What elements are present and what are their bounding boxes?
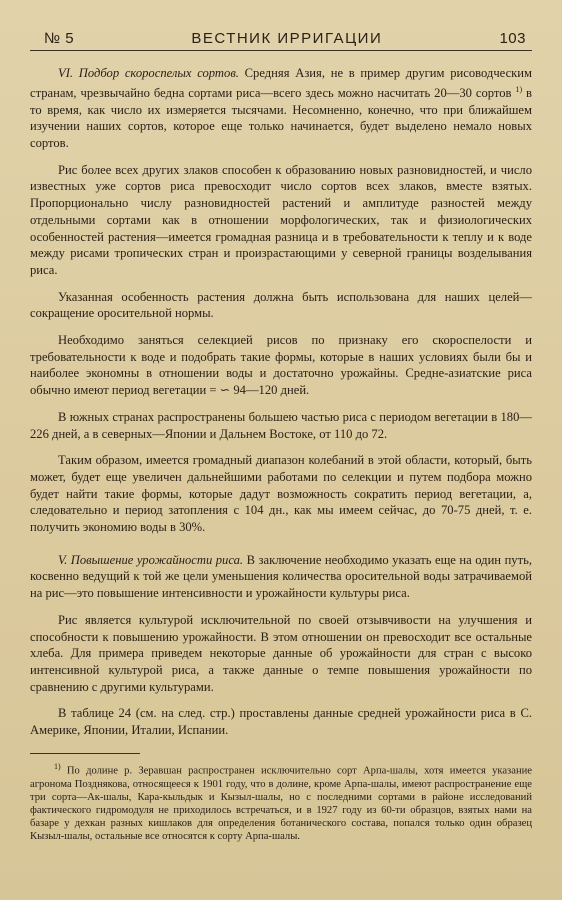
section-heading: VI. Подбор скороспелых сортов. bbox=[58, 66, 239, 80]
paragraph: В таблице 24 (см. на след. стр.) проставлены данные средней урожайности риса в С. Америке, Японии, Италии, Испании. bbox=[30, 706, 532, 738]
paragraph: Рис является культурой исключительной по своей отзывчивости на улучшения и способности к повышению урожайности. В этом отношении он превосходит все остальные хлеба. Для примера приведем некоторые данные об урожайности для стран с высоко интенсивной культурой риса, а также данные о темпе повышения урожайности по сравнению с другими культурами. bbox=[30, 612, 532, 694]
section-heading: V. Повышение урожайности риса. bbox=[58, 552, 244, 567]
body-text bbox=[30, 65, 532, 739]
paragraph: Таким образом, имеется громадный диапазон колебаний в этой области, который, быть может, будет еще увеличен дальнейшими работами по селекции и путем подбора можно будет найти такие формы, которые дадут возможность сократить период вегетации, а, следовательно и период затопления с 104 дн., как мы имеем сейчас, до 70-75 дней, т. е. получить экономию воды в 30%. bbox=[30, 453, 532, 535]
footnote-ref: 1) bbox=[515, 84, 523, 94]
journal-title: ВЕСТНИК ИРРИГАЦИИ bbox=[191, 30, 383, 47]
paragraph: Указанная особенность растения должна быть использована для наших целей—сокращение оросительной нормы. bbox=[30, 289, 532, 321]
footnote-mark: 1) bbox=[54, 761, 61, 771]
paragraph: В южных странах распространены большею частью риса с периодом вегетации в 180—226 дней, а в северных—Японии и Дальнем Востоке, от 110 до 72. bbox=[30, 409, 532, 441]
paragraph: VI. Подбор скороспелых сортов. Средняя Азия, не в пример другим рисоводческим странам, чрезвычайно бедна сортами риса—всего здесь можно насчитать 20—30 сортов $^{1)}$ в то время, как число их измеряется тысячами. Несомненно, конечно, что при ближайшем изучении наших сортов, которое еще только начинается, будет выделено немало новых сортов. bbox=[30, 66, 532, 150]
page-number: 103 bbox=[499, 30, 526, 47]
footnote: $^{1)}$ По долине р. Зеравшан распространен исключительно сорт Арпа-шалы, хотя имеется указание агронома Позднякова, относящееся к 1901 году, что в долине, кроме Арпа-шалы, имеют распространение еще три сорта—Ак-шалы, Кара-кыльдык и Кызыл-шалы, но с последними сортами в районе исследований фактического гидромодуля не приходилось встречаться, и в 1927 году из 60-ти образцов, взятых нами на базаре у дехкан разных кишлаков для определения ботанического состава, попался только один образец Кызыл-шалы, остальные все относятся к сорту Арпа-шалы. bbox=[30, 761, 532, 843]
footnote-divider bbox=[30, 753, 140, 754]
paragraph: V. Повышение урожайности риса. В заключение необходимо указать еще на один путь, косвенно ведущий к той же цели уменьшения количества оросительной воды затрачиваемой на рис—это повышение интенсивности и урожайности культуры риса. bbox=[30, 552, 532, 601]
footnotes bbox=[30, 760, 532, 844]
issue-number: № 5 bbox=[44, 30, 75, 47]
running-header bbox=[30, 30, 532, 51]
paragraph: Необходимо заняться селекцией рисов по признаку его скороспелости и требовательности к воде и подобрать такие формы, которые в наших условиях были бы и наиболее экономны в отношении воды и достаточно урожайны. Средне-азиатские риса обычно имеют период вегетации = ∽ 94—120 дней. bbox=[30, 333, 532, 398]
paragraph: Рис более всех других злаков способен к образованию новых разновидностей, и число известных уже сортов риса превосходит число сортов всех злаков, вместе взятых. Пропорционально числу разновидностей растений и амплитуде разностей между отдельными сортами как в отношении морфологических, так и физиологических особенностей растения—имеется громадная разница и в требовательности к теплу и к воде между рисами тропических стран и произрастающими у северной границы возделывания риса. bbox=[30, 162, 532, 277]
